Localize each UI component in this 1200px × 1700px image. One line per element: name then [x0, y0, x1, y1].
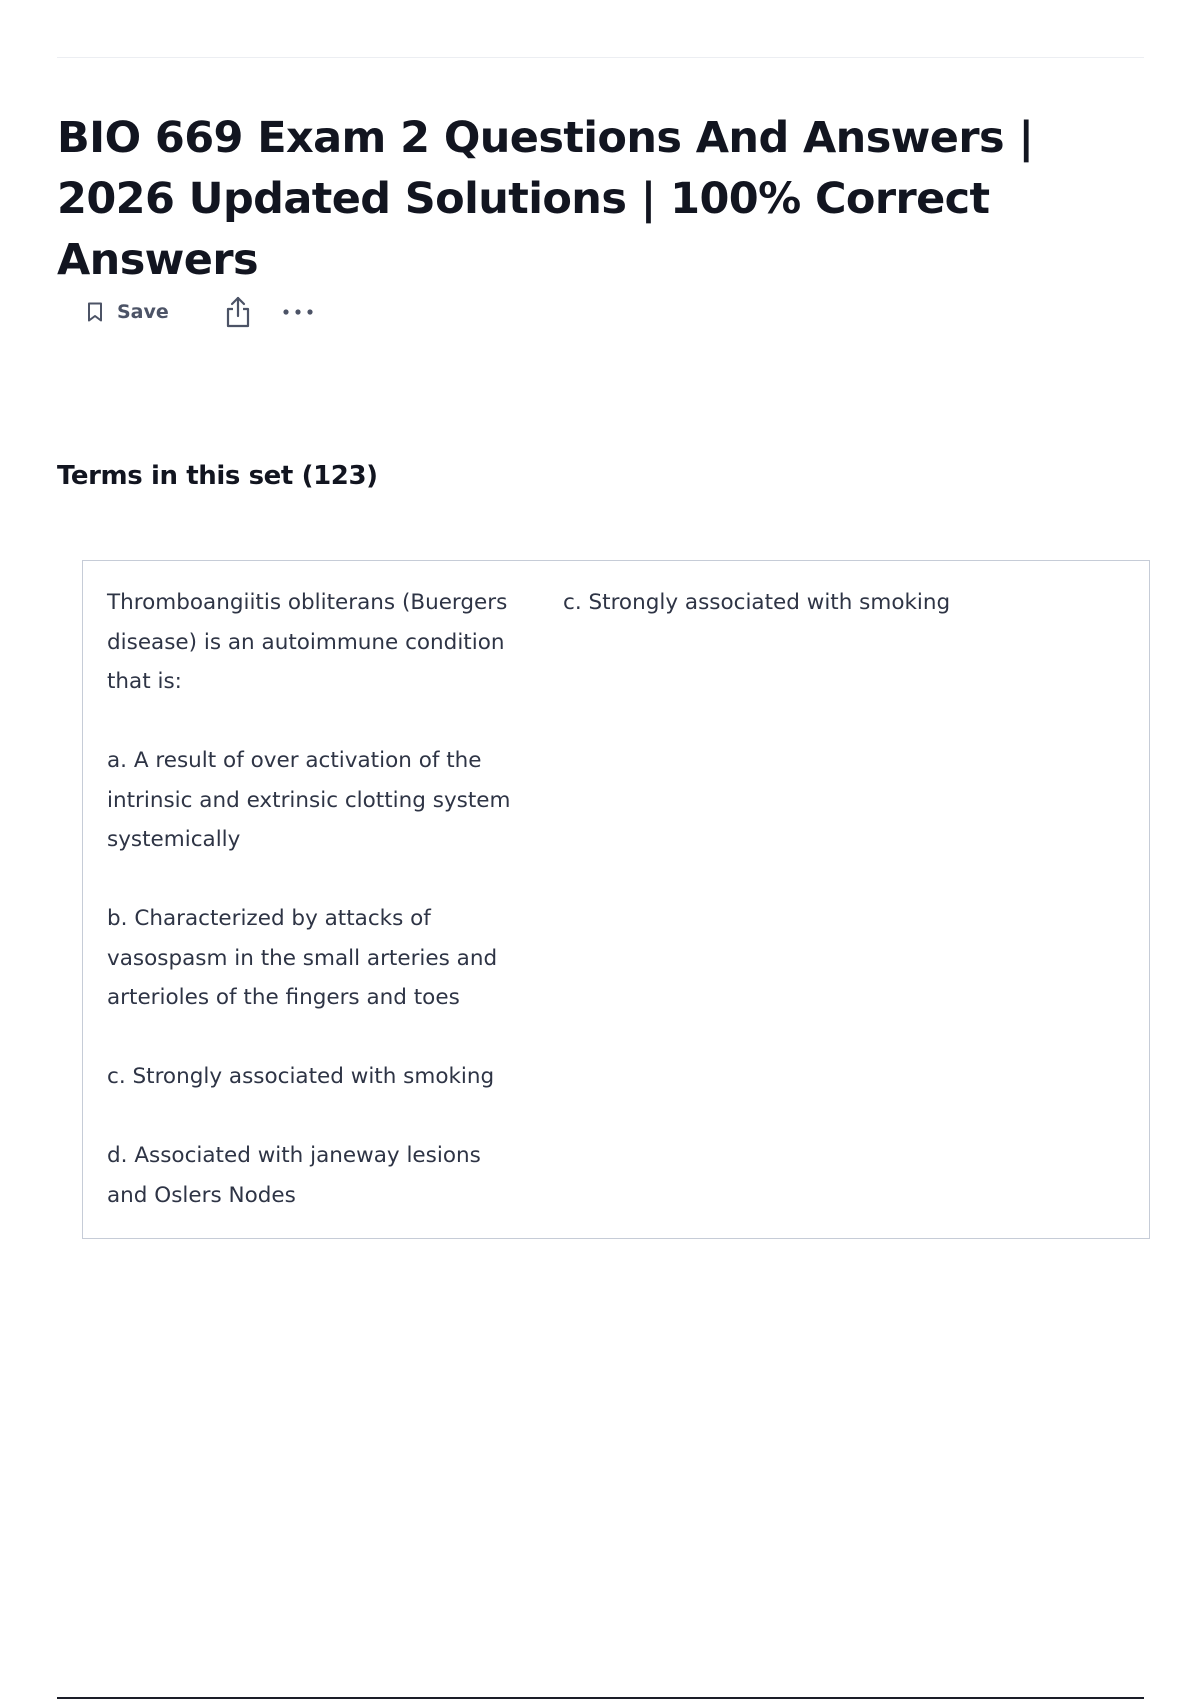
- more-horizontal-icon: [281, 307, 315, 317]
- share-icon: [224, 295, 252, 329]
- term-text: [107, 583, 527, 1215]
- save-button-label: Save: [117, 301, 169, 323]
- term-question: Thromboangiitis obliterans (Buergers disease) is an autoimmune condition that is:: [107, 590, 508, 694]
- top-divider: [57, 57, 1144, 58]
- save-button[interactable]: [86, 301, 169, 323]
- more-options-button[interactable]: [281, 302, 315, 322]
- page-title: BIO 669 Exam 2 Questions And Answers | 2026 Updated Solutions | 100% Correct Answers: [57, 113, 1034, 285]
- term-option-b: b. Characterized by attacks of vasospasm in the small arteries and arterioles of the fingers and toes: [107, 906, 498, 1010]
- bookmark-icon: [86, 301, 104, 323]
- set-toolbar: [86, 292, 315, 332]
- term-option-d: d. Associated with janeway lesions and Oslers Nodes: [107, 1143, 481, 1208]
- bottom-divider: [57, 1697, 1144, 1699]
- term-option-c: c. Strongly associated with smoking: [107, 1064, 495, 1089]
- share-button[interactable]: [223, 294, 253, 330]
- term-card: [82, 560, 1150, 1239]
- term-option-a: a. A result of over activation of the intrinsic and extrinsic clotting system systemically: [107, 748, 511, 852]
- definition-text: c. Strongly associated with smoking: [563, 590, 951, 615]
- terms-section-heading: Terms in this set (123): [57, 461, 378, 491]
